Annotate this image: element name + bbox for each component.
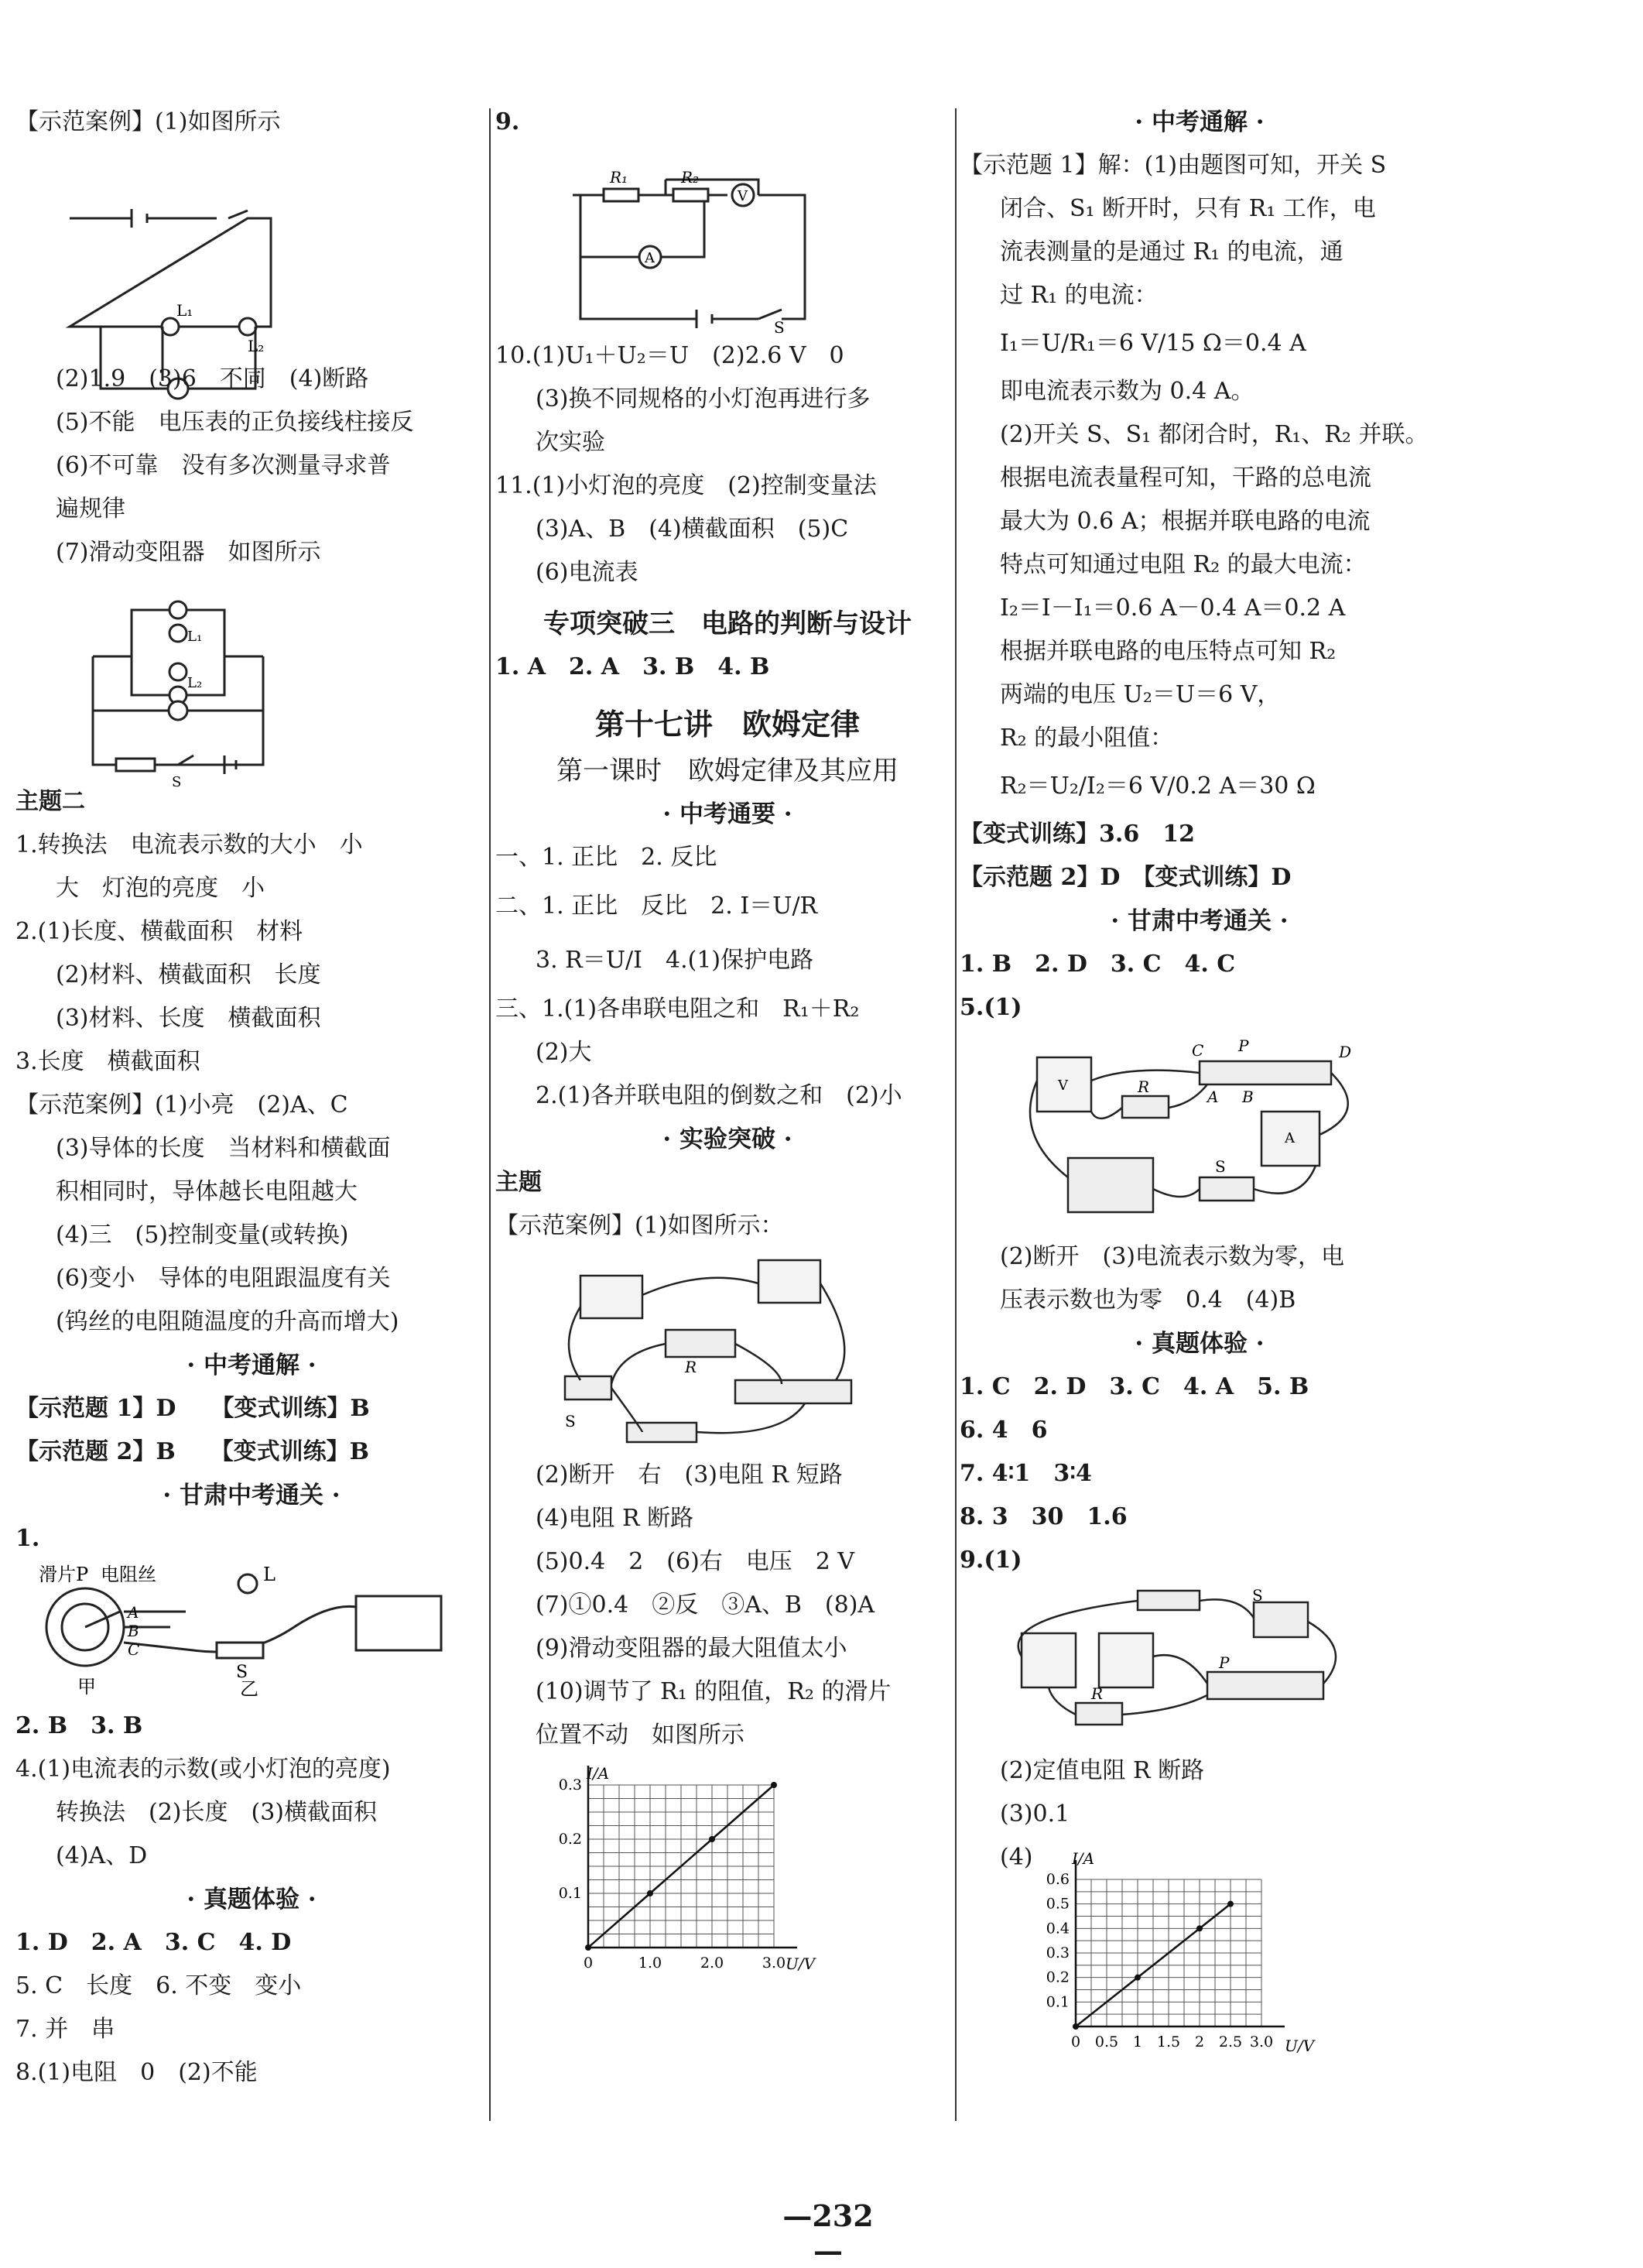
text-line: 9.(1) <box>960 1547 1022 1574</box>
label-slider: 滑片P <box>39 1564 89 1585</box>
label-voltmeter: V <box>1058 1077 1068 1094</box>
text-line: 根据电流表量程可知，干路的总电流 <box>1000 464 1371 492</box>
label-switch: S <box>774 318 785 337</box>
text-line: (7)①0.4 ②反 ③A、B (8)A <box>536 1591 875 1619</box>
rheostat-apparatus-figure <box>15 1564 449 1700</box>
label-l2: L₂ <box>187 675 203 691</box>
text-line: 2.(1)各并联电阻的倒数之和 (2)小 <box>536 1082 902 1109</box>
text-line: (6)电流表 <box>536 559 638 586</box>
text-line: (3)换不同规格的小灯泡再进行多 <box>536 385 871 413</box>
text-line: 2.(1)长度、横截面积 材料 <box>15 918 303 945</box>
text-line: 过 R₁ 的电流： <box>1000 282 1158 309</box>
column-divider-1 <box>489 108 491 2121</box>
data-point <box>647 1890 653 1896</box>
y-tick-label: 0.3 <box>558 1776 582 1794</box>
text-line: (2)断开 右 (3)电阻 R 短路 <box>536 1461 843 1489</box>
label-switch: S <box>172 774 182 790</box>
text-line: 1. D 2. A 3. C 4. D <box>15 1929 292 1956</box>
page-number: —232— <box>782 2198 874 2268</box>
label-p: P <box>1238 1036 1249 1055</box>
apparatus-wiring-figure-q9 <box>1006 1587 1378 1742</box>
text-line: 【示范题 1】解：(1)由题图可知，开关 S <box>960 152 1387 179</box>
i-u-graph-2 <box>1006 1848 1347 2073</box>
label-r1: R₁ <box>610 168 628 187</box>
text-line: 8. 3 30 1.6 <box>960 1503 1128 1530</box>
x-tick-label: 0 <box>1070 2033 1081 2050</box>
lesson-title: 第一课时 欧姆定律及其应用 <box>556 755 899 786</box>
text-line: 1. <box>15 1525 40 1552</box>
text-line: (3)导体的长度 当材料和横截面 <box>56 1135 391 1162</box>
label-switch: S <box>565 1412 576 1430</box>
section-heading: · 真题体验 · <box>1135 1330 1265 1358</box>
section-heading: · 实验突破 · <box>662 1125 792 1153</box>
text-line: (钨丝的电阻随温度的升高而增大) <box>56 1308 399 1335</box>
text-line: (2)材料、横截面积 长度 <box>56 961 321 988</box>
lecture-title: 第十七讲 欧姆定律 <box>594 707 860 742</box>
text-line: 流表测量的是通过 R₁ 的电流，通 <box>1000 238 1343 266</box>
text-line: (4)三 (5)控制变量(或转换) <box>56 1221 349 1249</box>
text-line: 11.(1)小灯泡的亮度 (2)控制变量法 <box>495 472 877 499</box>
text-line: (2)1.9 (3)6 不同 (4)断路 <box>56 365 369 392</box>
text-line: 遍规律 <box>56 495 125 522</box>
y-tick-label: 0.1 <box>1046 1993 1070 2011</box>
text-line: 最大为 0.6 A；根据并联电路的电流 <box>1000 508 1371 535</box>
text-line: (3)A、B (4)横截面积 (5)C <box>536 516 849 543</box>
text-line: 三、1.(1)各串联电阻之和 R₁＋R₂ <box>495 995 860 1023</box>
text-line: (5)0.4 2 (6)右 电压 2 V <box>536 1548 855 1575</box>
text-line: 闭合、S₁ 断开时，只有 R₁ 工作，电 <box>1000 195 1376 222</box>
text-line: 【示范案例】(1)如图所示 <box>15 108 281 135</box>
x-tick-label: 1.0 <box>638 1955 662 1972</box>
text-line: 4.(1)电流表的示数(或小灯泡的亮度) <box>15 1756 391 1783</box>
formula-line: I₁＝U/R₁＝6 V/15 Ω＝0.4 A <box>1000 330 1306 357</box>
text-line: 【示范案例】(1)小亮 (2)A、C <box>15 1091 348 1119</box>
text-line: 5. C 长度 6. 不变 变小 <box>15 1972 302 1999</box>
x-tick-label: 0.5 <box>1094 2033 1119 2050</box>
text-line: 1. A 2. A 3. B 4. B <box>495 653 770 680</box>
section-heading: · 中考通解 · <box>187 1352 317 1379</box>
section-heading: · 甘肃中考通关 · <box>163 1482 341 1509</box>
i-u-graph-1 <box>534 1762 859 1994</box>
y-tick-label: 0.2 <box>558 1831 582 1848</box>
text-line: 7. 4∶1 3∶4 <box>960 1460 1092 1487</box>
y-tick-label: 0.3 <box>1046 1944 1070 1961</box>
text-line: (5)不能 电压表的正负接线柱接反 <box>56 409 414 436</box>
label-lamp: L <box>263 1564 276 1585</box>
y-tick-label: 0.6 <box>1046 1871 1070 1888</box>
x-tick-label: 3.0 <box>1249 2033 1274 2050</box>
label-switch: S <box>1252 1586 1263 1605</box>
circuit-diagram-parallel-lamps <box>15 579 341 790</box>
text-line: I₂＝I－I₁＝0.6 A－0.4 A＝0.2 A <box>1000 594 1346 622</box>
text-line: (3)材料、长度 横截面积 <box>56 1005 321 1032</box>
chart2-ylabel: I/A <box>1072 1849 1095 1868</box>
data-point <box>1227 1901 1234 1907</box>
text-line: 3.长度 横截面积 <box>15 1048 200 1075</box>
x-tick-label: 0 <box>583 1955 594 1972</box>
circuit-diagram-series-lamps <box>15 149 310 355</box>
text-line: 根据并联电路的电压特点可知 R₂ <box>1000 638 1337 665</box>
chart1-ylabel: I/A <box>587 1764 610 1783</box>
label-r: R <box>1091 1684 1104 1703</box>
x-tick-label: 2.0 <box>700 1955 724 1972</box>
y-tick-label: 0.1 <box>558 1885 582 1902</box>
text-line: (9)滑动变阻器的最大阻值太小 <box>536 1635 847 1662</box>
label-d: D <box>1339 1043 1352 1061</box>
data-point <box>1135 1975 1141 1981</box>
text-line: 特点可知通过电阻 R₂ 的最大电流： <box>1000 551 1367 578</box>
column-3 <box>960 101 1439 2081</box>
label-l1: L₁ <box>187 629 203 645</box>
chapter-heading: 专项突破三 电路的判断与设计 <box>543 608 912 639</box>
label-a: A <box>1207 1088 1219 1106</box>
text-line: 2. B 3. B <box>15 1712 143 1739</box>
label-r: R <box>1138 1077 1150 1096</box>
chart1-xlabel: U/V <box>786 1955 816 1973</box>
label-c: C <box>128 1640 140 1659</box>
label-resistor: R <box>685 1358 697 1376</box>
section-heading: · 中考通解 · <box>1135 108 1265 136</box>
text-line: 【示范题 2】D 【变式训练】D <box>960 864 1292 891</box>
data-point <box>771 1782 777 1788</box>
apparatus-wiring-figure <box>549 1252 875 1446</box>
text-line: 7. 并 串 <box>15 2016 115 2043</box>
text-line: 转换法 (2)长度 (3)横截面积 <box>56 1799 377 1826</box>
text-line: 【示范案例】(1)如图所示： <box>495 1212 784 1239</box>
text-line: 6. 4 6 <box>960 1417 1048 1444</box>
label-l1: L₁ <box>176 301 193 320</box>
y-tick-label: 0.2 <box>1046 1968 1070 1986</box>
label-a: A <box>128 1603 139 1622</box>
apparatus-wiring-figure-q5 <box>1006 1034 1409 1228</box>
section-title: 主题 <box>495 1169 542 1196</box>
x-tick-label: 2.5 <box>1218 2033 1243 2050</box>
text-line: 1.转换法 电流表示数的大小 小 <box>15 831 363 858</box>
data-point <box>1073 2023 1079 2030</box>
y-tick-label: 0.4 <box>1046 1920 1070 1937</box>
formula-line: R₂＝U₂/I₂＝6 V/0.2 A＝30 Ω <box>1000 773 1316 800</box>
text-line: 次实验 <box>536 429 605 456</box>
label-l2: L₂ <box>248 337 265 355</box>
chart2-xlabel: U/V <box>1285 2037 1315 2055</box>
text-line: (2)定值电阻 R 断路 <box>1000 1757 1205 1784</box>
section-heading: · 真题体验 · <box>187 1886 317 1913</box>
text-line: (10)调节了 R₁ 的阻值，R₂ 的滑片 <box>536 1678 892 1705</box>
x-tick-label: 1 <box>1132 2033 1143 2050</box>
text-line: 10.(1)U₁＋U₂＝U (2)2.6 V 0 <box>495 342 844 369</box>
text-line: 即电流表示数为 0.4 A。 <box>1000 378 1254 405</box>
text-line: 1. C 2. D 3. C 4. A 5. B <box>960 1373 1309 1400</box>
text-line: 3. R＝U/I 4.(1)保护电路 <box>536 947 814 974</box>
label-resistance-wire: 电阻丝 <box>101 1564 156 1585</box>
circuit-diagram-q9 <box>534 149 844 337</box>
label-switch: S <box>236 1663 248 1682</box>
text-line: (2)开关 S、S₁ 都闭合时，R₁、R₂ 并联。 <box>1000 421 1429 448</box>
label-b: B <box>128 1622 139 1640</box>
text-line: 两端的电压 U₂＝U＝6 V， <box>1000 681 1281 708</box>
label-r2: R₂ <box>681 168 700 187</box>
label-voltmeter: V <box>738 188 748 204</box>
label-switch: S <box>1215 1157 1226 1176</box>
text-line: 8.(1)电阻 0 (2)不能 <box>15 2059 258 2086</box>
text-line: 压表示数也为零 0.4 (4)B <box>1000 1286 1296 1314</box>
text-line: 【示范题 1】D 【变式训练】B <box>15 1395 370 1422</box>
x-tick-label: 1.5 <box>1156 2033 1181 2050</box>
label-b: B <box>1242 1088 1254 1106</box>
text-line: 大 灯泡的亮度 小 <box>56 875 265 902</box>
text-line: (2)断开 (3)电流表示数为零，电 <box>1000 1243 1344 1270</box>
label-jia: 甲 <box>77 1676 96 1698</box>
section-title: 主题二 <box>15 788 85 815</box>
label-yi: 乙 <box>240 1678 258 1700</box>
text-line: (4)电阻 R 断路 <box>536 1505 694 1532</box>
text-line: 位置不动 如图所示 <box>536 1722 744 1749</box>
label-ammeter: A <box>1285 1130 1295 1146</box>
column-1 <box>15 101 488 2095</box>
text-line: (7)滑动变阻器 如图所示 <box>56 539 321 566</box>
text-line: 一、1. 正比 2. 反比 <box>495 844 717 871</box>
text-line: R₂ 的最小阻值： <box>1000 725 1174 752</box>
label-p: P <box>1219 1653 1230 1672</box>
text-line: (2)大 <box>536 1039 592 1066</box>
text-line: 积相同时，导体越长电阻越大 <box>56 1178 358 1205</box>
text-line: 二、1. 正比 反比 2. I＝U/R <box>495 892 818 920</box>
text-line: (6)不可靠 没有多次测量寻求普 <box>56 452 391 479</box>
text-line: 9. <box>495 108 520 135</box>
text-line: 【变式训练】3.6 12 <box>960 821 1195 848</box>
text-line: 1. B 2. D 3. C 4. C <box>960 951 1236 978</box>
y-tick-label: 0.5 <box>1046 1895 1070 1913</box>
text-line: (4) <box>1000 1844 1033 1871</box>
text-line: 【示范题 2】B 【变式训练】B <box>15 1438 370 1465</box>
x-tick-label: 2 <box>1194 2033 1205 2050</box>
data-point <box>585 1944 591 1951</box>
data-point <box>709 1836 715 1842</box>
text-line: 5.(1) <box>960 994 1022 1021</box>
label-ammeter: A <box>645 250 655 266</box>
x-tick-label: 3.0 <box>762 1955 786 1972</box>
text-line: (6)变小 导体的电阻跟温度有关 <box>56 1265 391 1292</box>
text-line: (4)A、D <box>56 1842 148 1869</box>
section-heading: · 中考通要 · <box>662 800 792 828</box>
text-line: (3)0.1 <box>1000 1800 1070 1828</box>
column-2 <box>495 101 960 2002</box>
section-heading: · 甘肃中考通关 · <box>1111 907 1289 935</box>
data-point <box>1196 1925 1203 1931</box>
label-c: C <box>1192 1041 1204 1060</box>
